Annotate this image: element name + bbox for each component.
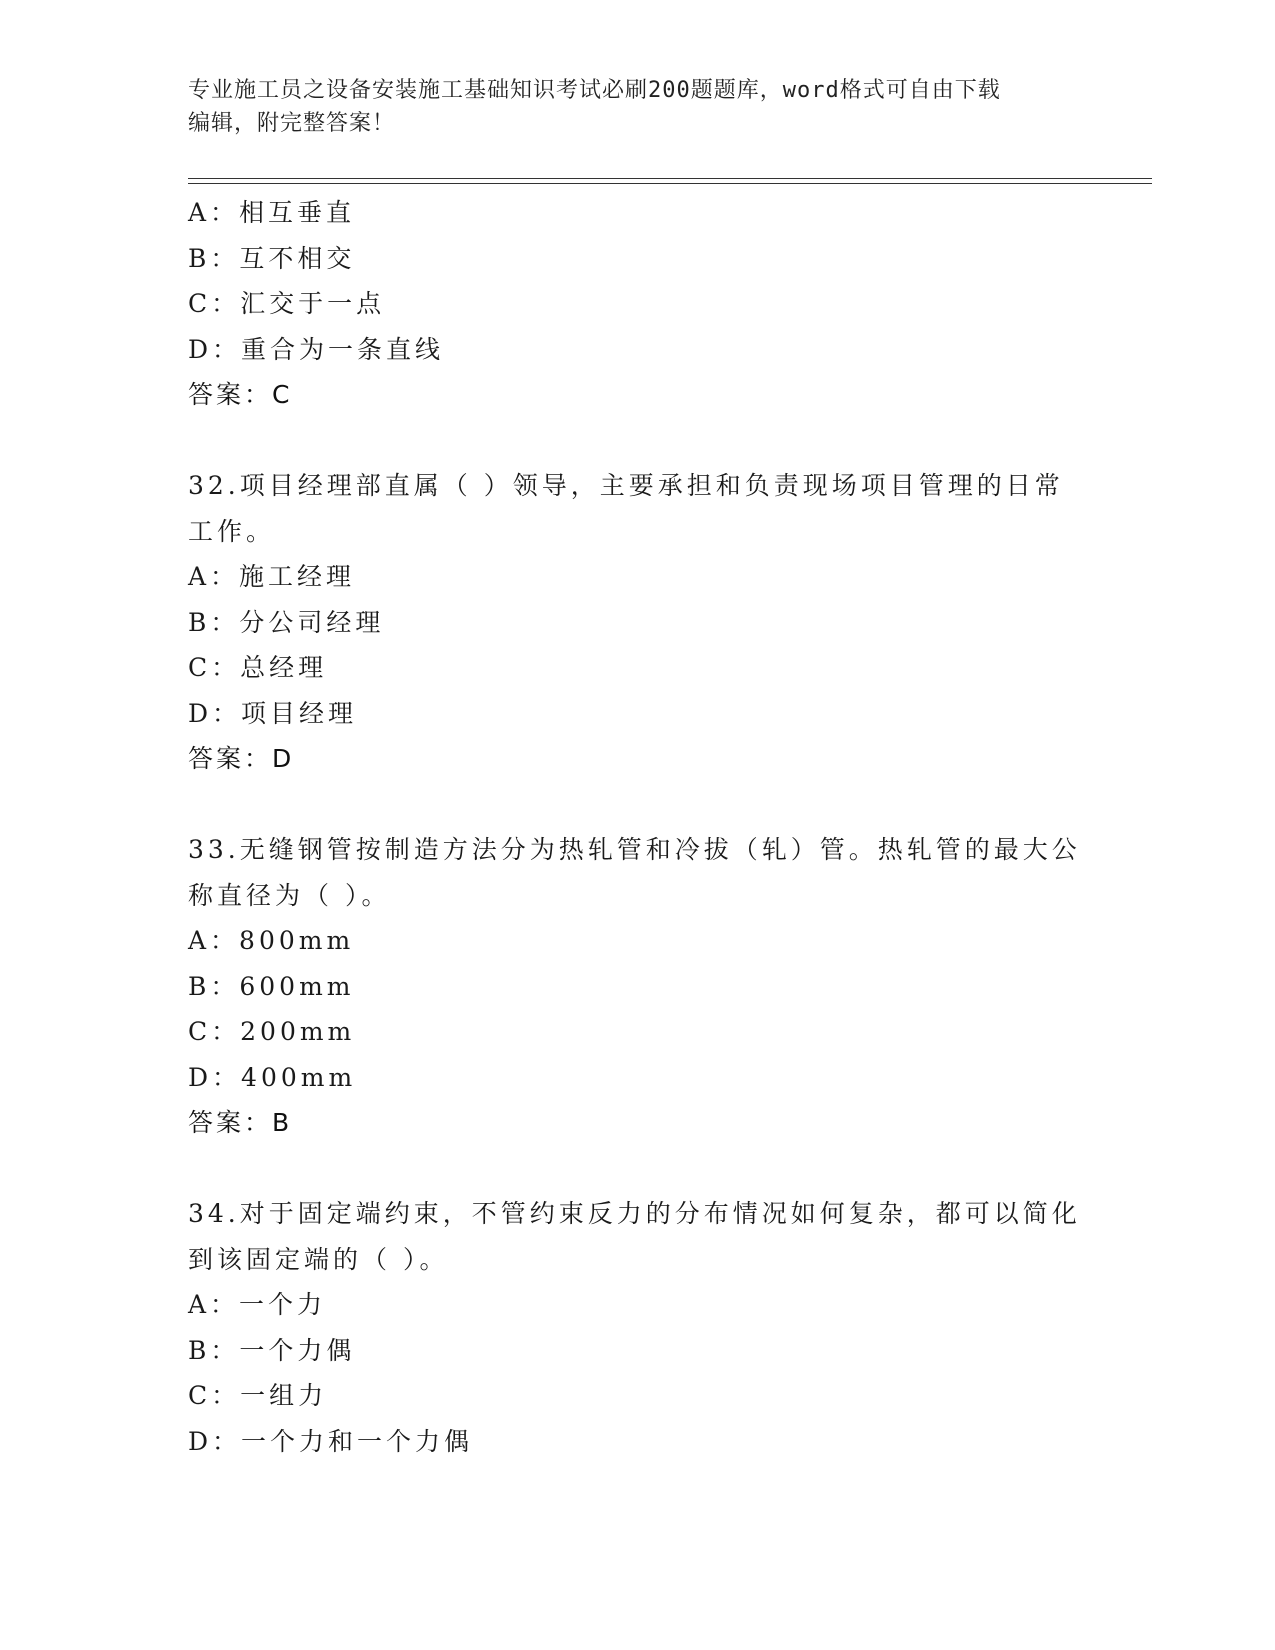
header-divider-bottom (188, 183, 1152, 184)
question-33 (188, 827, 1088, 1146)
spacer (188, 1146, 1088, 1192)
question-stem-line-2: 到该固定端的（ ）。 (188, 1244, 449, 1274)
option-c: C：总经理 (188, 653, 328, 682)
question-34 (188, 1191, 1088, 1464)
answer-line: 答案：D (188, 744, 295, 773)
option-a: A：800mm (188, 926, 355, 955)
answer-line: 答案：B (188, 1108, 293, 1137)
option-b: B：600mm (188, 971, 355, 1001)
question-stem-line-1: 34.对于固定端约束，不管约束反力的分布情况如何复杂，都可以简化 (188, 1199, 1081, 1228)
option-a: A：一个力 (188, 1290, 327, 1319)
option-a: A：相互垂直 (188, 198, 356, 227)
question-31 (188, 190, 1088, 418)
option-d: D：项目经理 (188, 698, 358, 728)
option-d: D：一个力和一个力偶 (188, 1426, 474, 1456)
option-c: C：一组力 (188, 1381, 328, 1410)
option-d: D：重合为一条直线 (188, 334, 445, 364)
header-line-1: 专业施工员之设备安装施工基础知识考试必刷200题题库，word格式可自由下载 (188, 78, 1001, 103)
option-c: C：200mm (188, 1017, 356, 1046)
spacer (188, 782, 1088, 828)
header-divider-top (188, 178, 1152, 179)
question-stem-line-2: 称直径为（ ）。 (188, 880, 391, 910)
question-stem-line-2: 工作。 (188, 516, 276, 546)
option-c: C：汇交于一点 (188, 289, 386, 318)
option-b: B：互不相交 (188, 243, 356, 273)
document-header (188, 74, 1088, 140)
question-32 (188, 463, 1088, 782)
option-b: B：一个力偶 (188, 1335, 356, 1365)
option-a: A：施工经理 (188, 562, 356, 591)
option-b: B：分公司经理 (188, 607, 385, 637)
question-stem-line-1: 33.无缝钢管按制造方法分为热轧管和冷拔（轧）管。热轧管的最大公 (188, 835, 1081, 864)
question-stem-line-1: 32.项目经理部直属（ ）领导，主要承担和负责现场项目管理的日常 (188, 471, 1064, 500)
header-line-2: 编辑，附完整答案！ (188, 111, 396, 136)
answer-line: 答案：C (188, 380, 293, 409)
question-list (188, 190, 1088, 1464)
spacer (188, 418, 1088, 464)
option-d: D：400mm (188, 1062, 357, 1092)
